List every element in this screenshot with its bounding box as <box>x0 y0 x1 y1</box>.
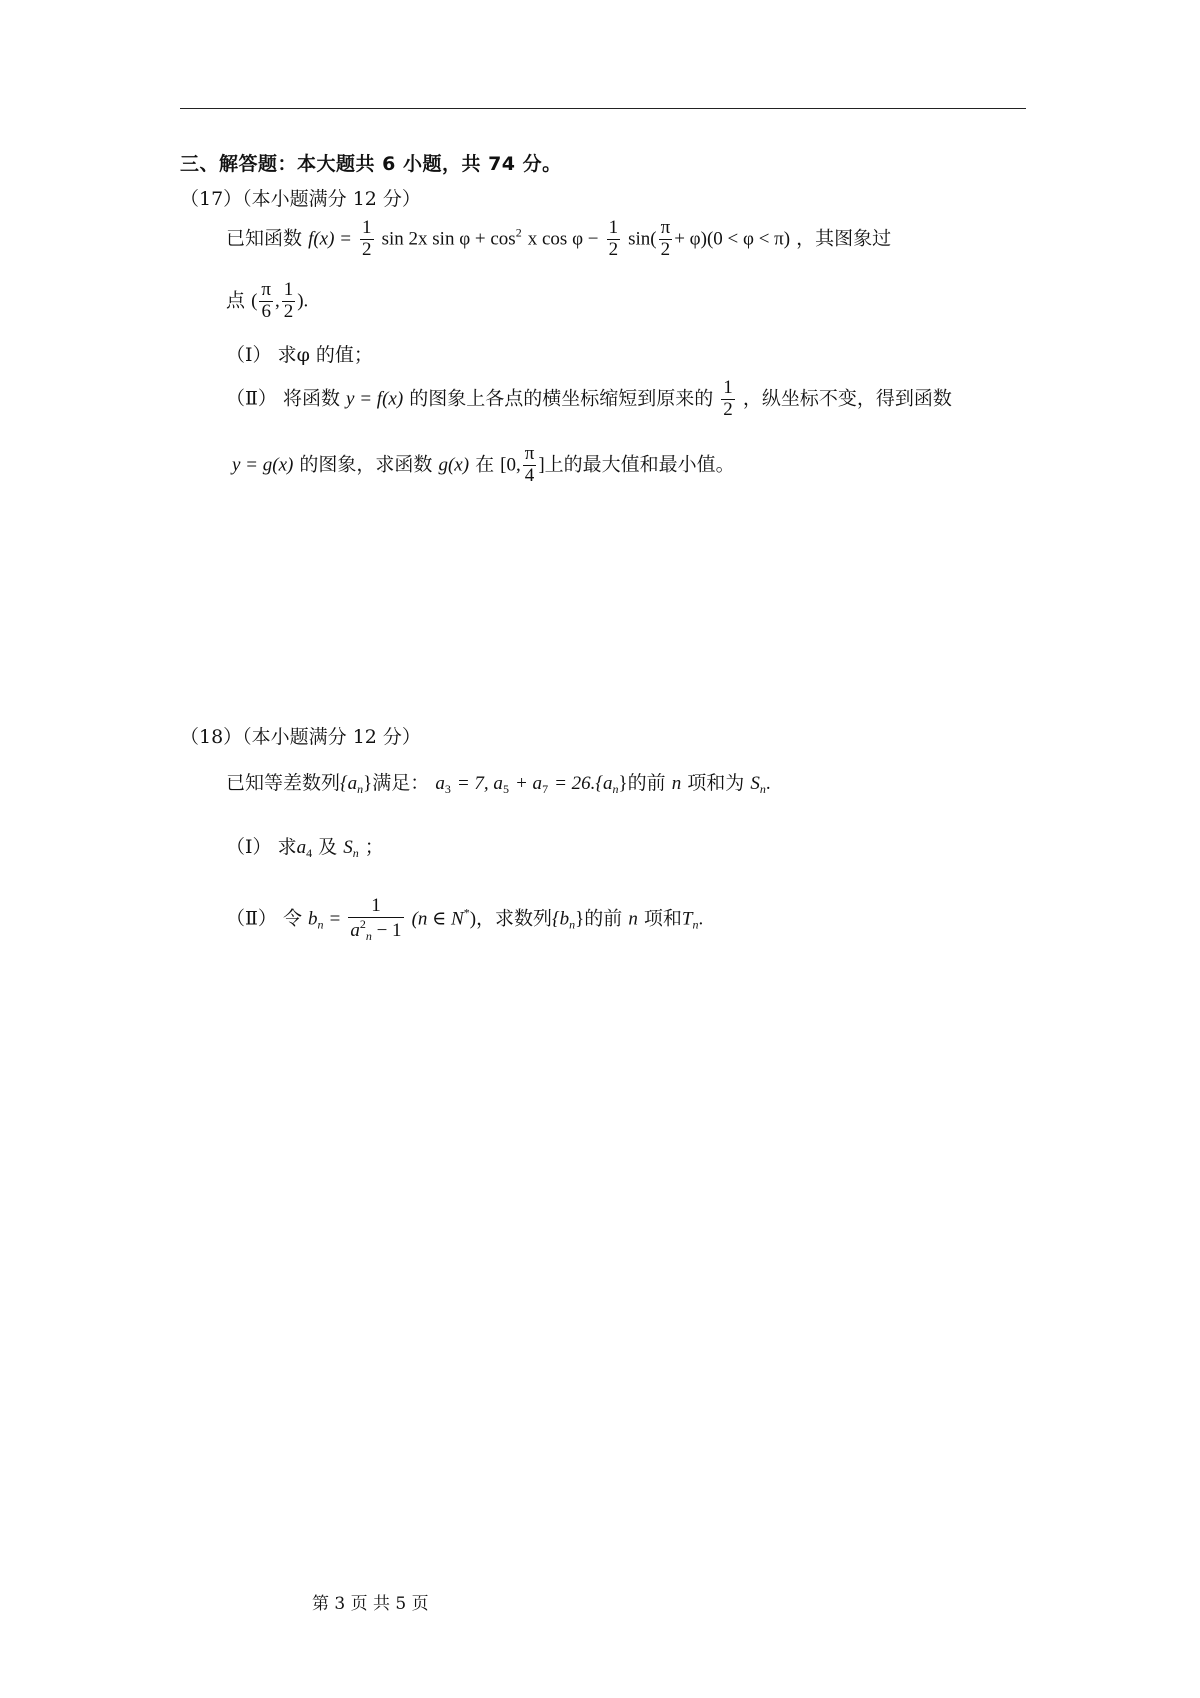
fraction-pi-half: $\frac{\pi}{2}$ <box>660 217 671 260</box>
f-lhs: f(x) = <box>308 228 352 250</box>
q17-point: 点 ( $\frac{\pi}{6}$ , $\frac{1}{2}$ ). <box>226 279 309 322</box>
top-rule <box>180 108 1026 109</box>
q17-sub2-line2: y = g(x) 的图象，求函数 g(x) 在 [0, $\frac{\pi}{4}$ ]上的最大值和最小值。 <box>232 443 735 486</box>
fraction-half: $\frac{1}{2}$ <box>608 217 619 260</box>
q17-sub1: （Ⅰ） 求φ 的值； <box>226 344 373 366</box>
q18-label: （18）（本小题满分 12 分） <box>180 726 421 748</box>
bn-fraction: $\frac{1}{a^2_n - 1}$ <box>350 895 402 943</box>
section-heading: 三、解答题：本大题共 6 小题，共 74 分。 <box>180 153 562 175</box>
q17-label: （17）（本小题满分 12 分） <box>180 188 421 210</box>
point-y-fraction: $\frac{1}{2}$ <box>283 279 294 322</box>
q18-stem: 已知等差数列$\{a_n\}$满足： $a_3 = 7$, $a_5 + a_7 = 26.\{a_n\}$的前 n 项和为 $S_n$. <box>226 772 771 796</box>
fraction-pi-quarter: $\frac{\pi}{4}$ <box>524 443 535 486</box>
point-x-fraction: $\frac{\pi}{6}$ <box>261 279 271 322</box>
fraction-half: $\frac{1}{2}$ <box>723 377 733 420</box>
q17-sub2-line1: （Ⅱ） 将函数 y = f(x) 的图象上各点的横坐标缩短到原来的 $\frac{1}{2}$ ，纵坐标不变，得到函数 <box>226 377 952 420</box>
q18-sub2: （Ⅱ） 令 $b_n$ = $\frac{1}{a^2_n - 1}$ (n ∈ N*)，求数列$\{b_n\}$的前 n 项和$T_n$. <box>226 895 704 943</box>
fraction-half: $\frac{1}{2}$ <box>362 217 372 260</box>
page-footer: 第 3 页 共 5 页 <box>312 1594 429 1614</box>
q18-sub1: （Ⅰ） 求$a_4$ 及 $S_n$ ； <box>226 836 384 860</box>
q17-stem: 已知函数 f(x) = $\frac{1}{2}$ sin 2x $\sin \varphi + \cos^2 x$ cos φ − $\frac{1}{2}$ sin( $\frac{\pi}{2}$ + φ)(0 < φ < π) ，其图象过 <box>226 217 892 260</box>
